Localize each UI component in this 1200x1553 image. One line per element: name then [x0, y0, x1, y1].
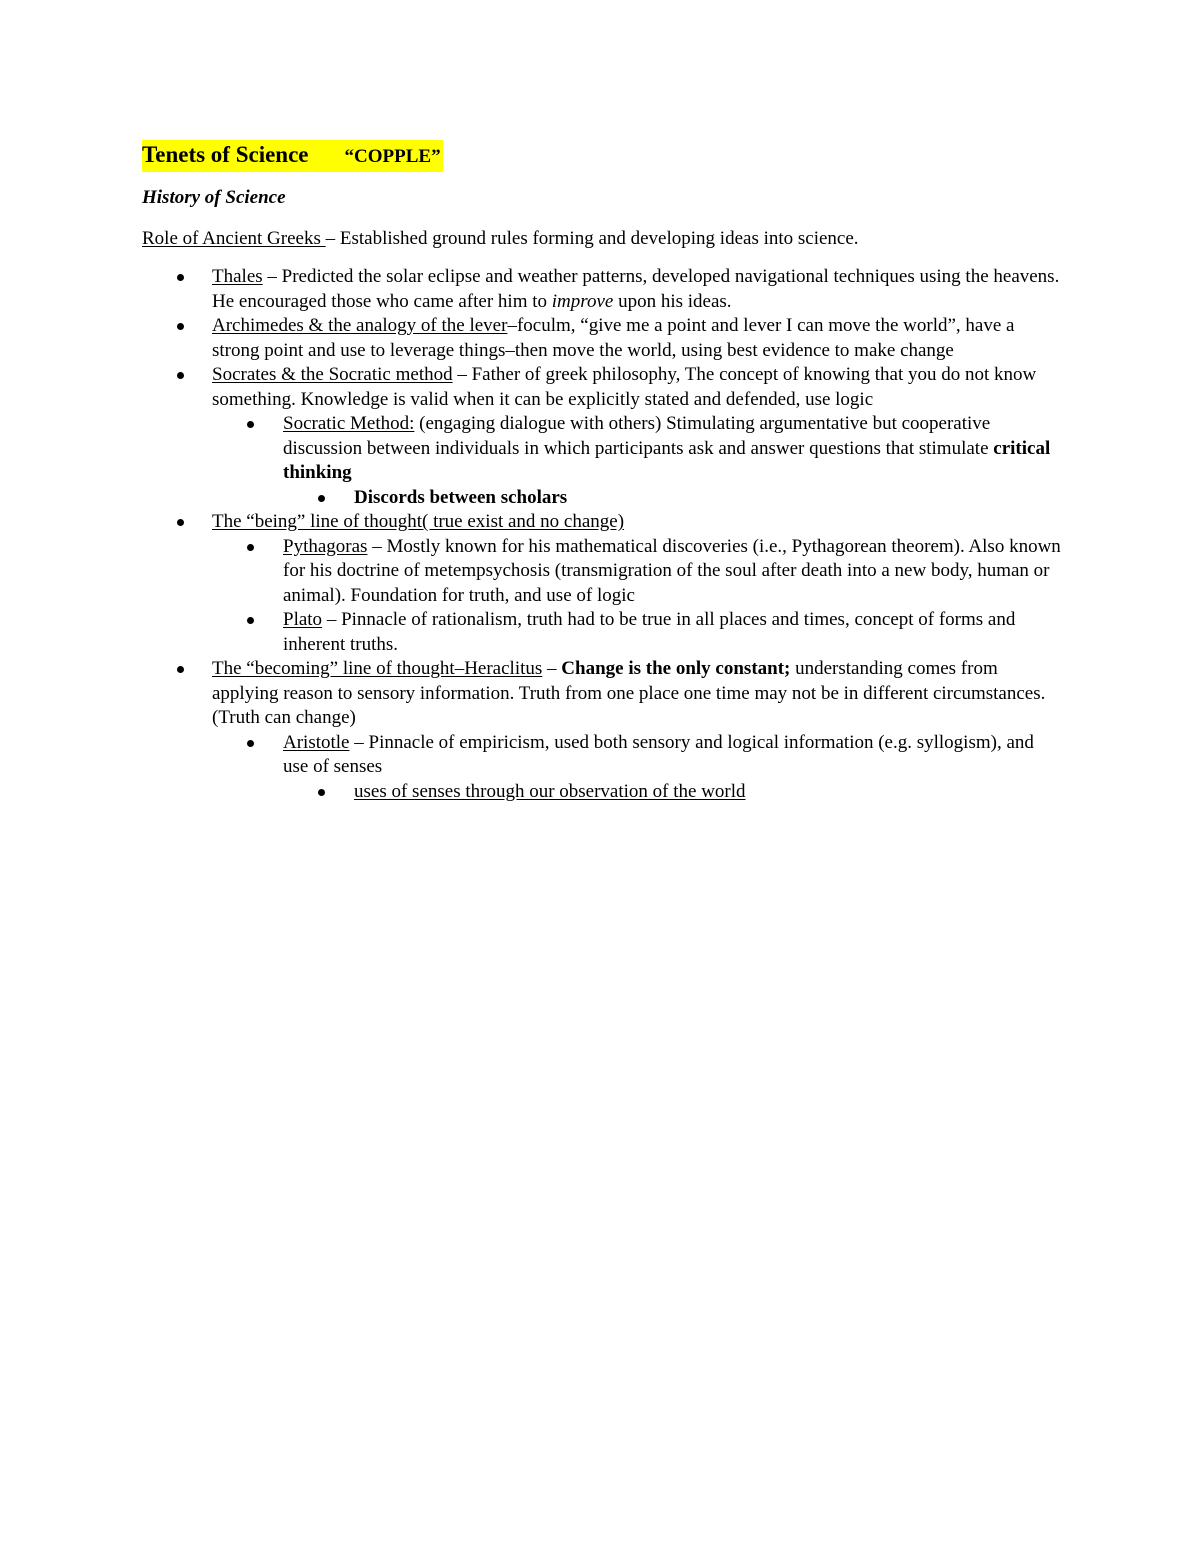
item-text: –	[542, 658, 562, 679]
list-item-thales	[142, 265, 1062, 314]
item-text: (engaging dialogue with others) Stimulating argumentative but cooperative discussion between individuals in which participants ask and answer questions that stimulate	[283, 413, 994, 459]
sub-sub-list	[283, 486, 1062, 511]
list-item-archimedes	[142, 314, 1062, 363]
bullet-icon	[247, 544, 254, 551]
section-heading: History of Science	[142, 187, 286, 208]
item-term: Socrates & the Socratic method	[212, 364, 453, 385]
item-term: Thales	[212, 266, 263, 287]
bullet-icon	[247, 617, 254, 624]
bullet-icon	[318, 495, 325, 502]
item-text: –foculm, “give me a point and lever I can move the world”, have a strong point and use to leverage things–then move the world, using best evidence to make change	[212, 315, 1015, 361]
item-bold: Change is the only constant;	[561, 658, 791, 679]
sub-sub-list	[283, 780, 1062, 805]
item-text-after: understanding comes from applying reason to sensory information. Truth from one place one time may not be in different circumstances. (Truth can change)	[212, 658, 1046, 728]
bullet-icon	[177, 323, 184, 330]
bullet-icon	[177, 666, 184, 673]
list-item-aristotle	[212, 731, 1062, 805]
item-bold: critical thinking	[283, 437, 1051, 483]
list-item-socrates	[142, 363, 1062, 510]
item-bold: Discords between scholars	[354, 486, 568, 508]
list-item-becoming	[142, 657, 1062, 804]
list-item-plato	[212, 608, 1062, 657]
sub-list	[212, 731, 1062, 805]
bullet-icon	[247, 421, 254, 428]
bullet-icon	[318, 789, 325, 796]
item-term: Aristotle	[283, 731, 350, 753]
intro-term: Role of Ancient Greeks	[142, 227, 326, 249]
item-term: Socratic Method:	[283, 413, 415, 434]
bullet-icon	[177, 372, 184, 379]
item-emphasis: improve	[551, 290, 614, 312]
item-term: Plato	[283, 609, 323, 630]
document-page	[142, 140, 1062, 804]
list-item-socratic-method	[212, 412, 1062, 510]
item-term: uses of senses through our observation of the world	[354, 780, 746, 802]
item-text: – Mostly known for his mathematical discoveries (i.e., Pythagorean theorem). Also known for his doctrine of metempsychosis (transmigration of the soul after death into a new body, human or animal). Foundation for truth, and use of logic	[283, 535, 1061, 606]
intro-text: – Established ground rules forming and developing ideas into science.	[325, 227, 859, 249]
document-title	[142, 140, 443, 172]
item-term: The “becoming” line of thought–Heraclitus	[212, 658, 543, 679]
intro-paragraph	[142, 227, 1062, 252]
item-text: – Father of greek philosophy, The concept of knowing that you do not know something. Knowledge is valid when it can be explicitly stated and defended, use logic	[212, 364, 1037, 410]
list-item-pythagoras	[212, 535, 1062, 609]
item-text: – Pinnacle of rationalism, truth had to be true in all places and times, concept of forms and inherent truths.	[283, 609, 1016, 655]
sub-list	[212, 535, 1062, 658]
sub-list	[212, 412, 1062, 510]
item-term: Archimedes & the analogy of the lever	[212, 315, 508, 336]
list-item-senses	[283, 780, 1062, 805]
item-text: – Pinnacle of empiricism, used both sensory and logical information (e.g. syllogism), and use of senses	[283, 731, 1034, 777]
title-acronym: “COPPLE”	[344, 146, 441, 167]
bullet-icon	[177, 519, 184, 526]
list-item-discords	[283, 486, 1062, 511]
main-list	[142, 265, 1062, 804]
item-text: – Predicted the solar eclipse and weather patterns, developed navigational techniques using the heavens. He encouraged those who came after him to	[212, 266, 1060, 312]
title-main: Tenets of Science	[142, 142, 309, 167]
item-term: The “being” line of thought( true exist and no change)	[212, 511, 625, 532]
item-text-after: upon his ideas.	[613, 290, 732, 312]
item-term: Pythagoras	[283, 535, 368, 557]
list-item-being	[142, 510, 1062, 657]
bullet-icon	[247, 740, 254, 747]
bullet-icon	[177, 274, 184, 281]
